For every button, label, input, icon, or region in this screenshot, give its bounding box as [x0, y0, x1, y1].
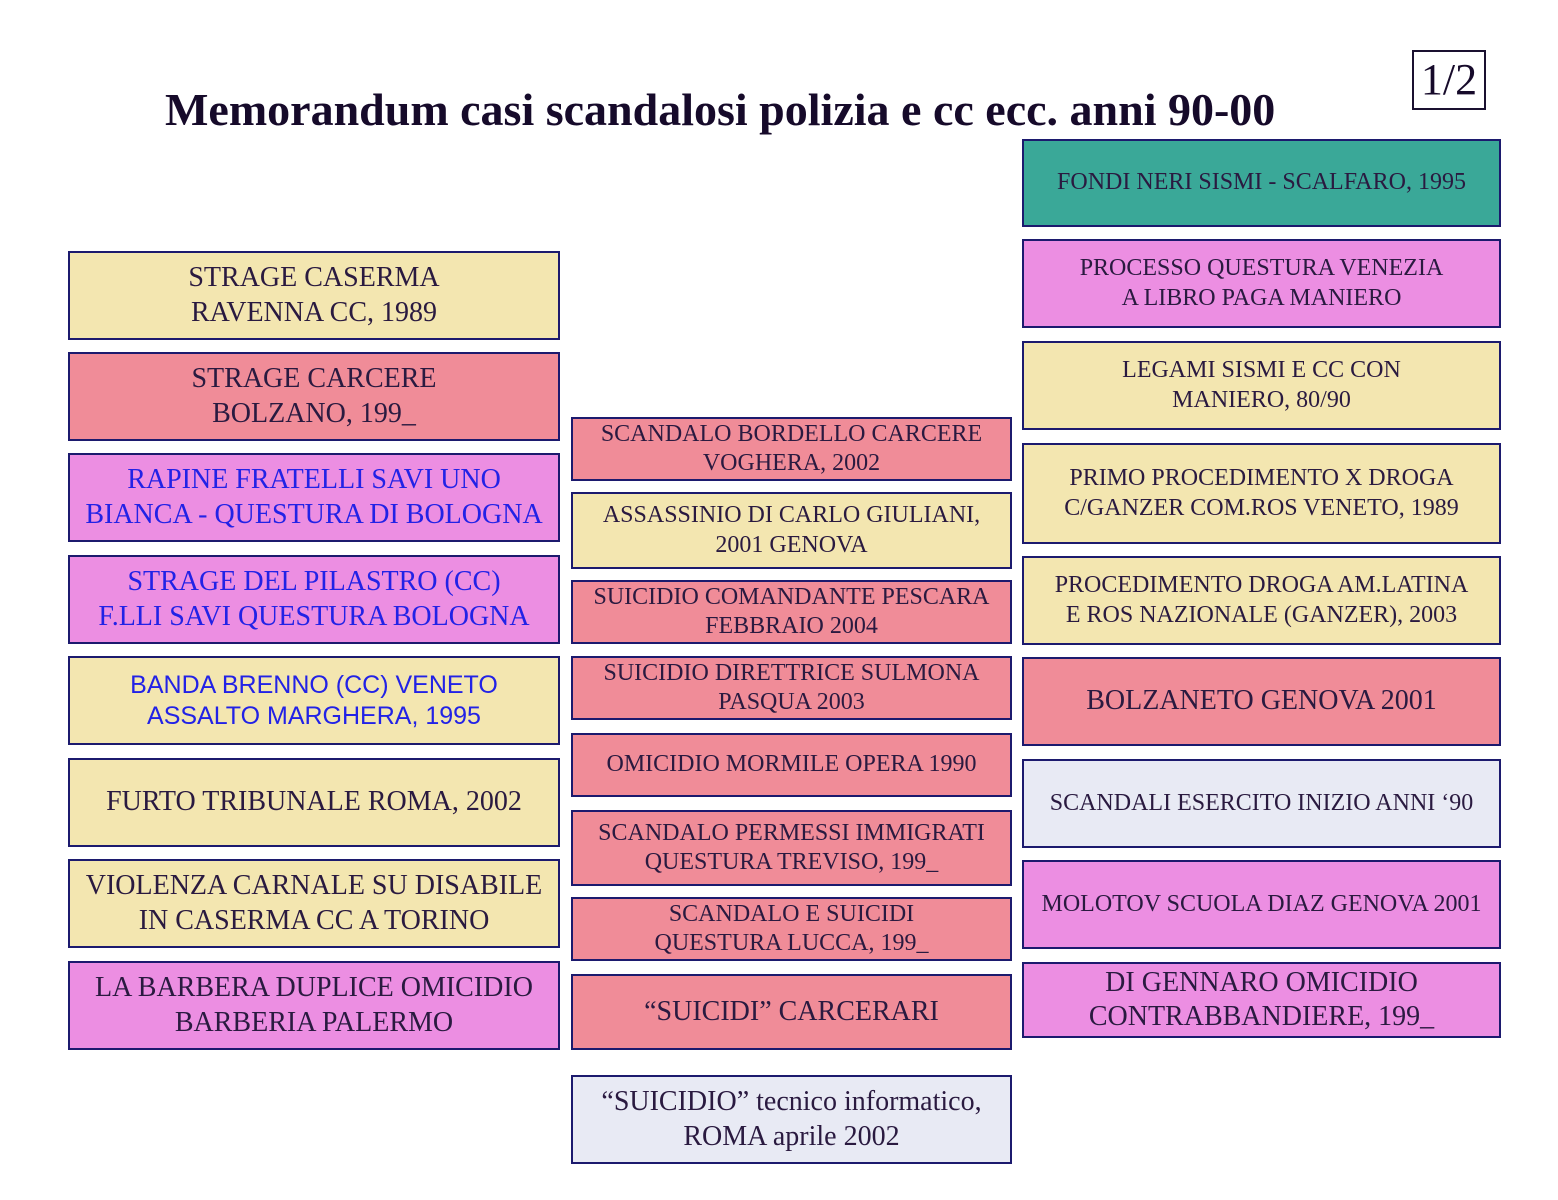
case-box-label: SCANDALO PERMESSI IMMIGRATI QUESTURA TREVISO, 199_ [598, 819, 985, 875]
case-box-label: STRAGE CARCERE BOLZANO, 199_ [191, 363, 437, 429]
case-box-label: FURTO TRIBUNALE ROMA, 2002 [106, 786, 522, 818]
case-box-label: SCANDALI ESERCITO INIZIO ANNI ‘90 [1049, 789, 1474, 816]
case-box-label: FONDI NERI SISMI - SCALFARO, 1995 [1057, 169, 1466, 196]
case-box-label: OMICIDIO MORMILE OPERA 1990 [606, 751, 977, 778]
case-box-procedimento-droga-ros [1022, 556, 1501, 645]
case-box-questura-venezia [1022, 239, 1501, 328]
case-box-label: BOLZANETO GENOVA 2001 [1086, 685, 1437, 717]
case-box-furto-tribunale-roma [68, 758, 560, 847]
case-box-label: VIOLENZA CARNALE SU DISABILE IN CASERMA CC A TORINO [85, 870, 543, 936]
case-box-rapine-uno-bianca [68, 453, 560, 542]
case-box-label: “SUICIDI” CARCERARI [644, 995, 939, 1027]
case-box-violenza-carnale-torino [68, 859, 560, 948]
case-box-label: SCANDALO E SUICIDI QUESTURA LUCCA, 199_ [654, 900, 929, 956]
case-box-label: BANDA BRENNO (CC) VENETO ASSALTO MARGHERA, 1995 [130, 671, 498, 730]
case-box-label: PROCEDIMENTO DROGA AM.LATINA E ROS NAZIONALE (GANZER), 2003 [1054, 572, 1469, 628]
case-box-bordello-voghera [571, 417, 1012, 481]
page-number-badge: 1/2 [1412, 50, 1486, 110]
case-box-label: LEGAMI SISMI E CC CON MANIERO, 80/90 [1122, 357, 1401, 413]
case-box-primo-procedimento-ganzer [1022, 443, 1501, 544]
case-box-label: STRAGE CASERMA RAVENNA CC, 1989 [188, 262, 440, 328]
case-box-suicidi-carcerari [571, 974, 1012, 1050]
case-box-scandali-esercito [1022, 759, 1501, 848]
case-box-label: DI GENNARO OMICIDIO CONTRABBANDIERE, 199_ [1088, 966, 1435, 1032]
case-box-bolzaneto-genova [1022, 657, 1501, 746]
page-title: Memorandum casi scandalosi polizia e cc ecc. anni 90-00 [165, 84, 1276, 135]
case-box-molotov-diaz [1022, 860, 1501, 949]
case-box-label: PROCESSO QUESTURA VENEZIA A LIBRO PAGA MANIERO [1079, 255, 1444, 311]
case-box-strage-pilastro [68, 555, 560, 644]
case-box-di-gennaro-omicidio [1022, 962, 1501, 1038]
case-box-omicidio-mormile [571, 733, 1012, 797]
case-box-fondi-neri-sismi [1022, 139, 1501, 227]
case-box-la-barbera-omicidio [68, 961, 560, 1050]
case-box-label: SUICIDIO DIRETTRICE SULMONA PASQUA 2003 [603, 659, 980, 715]
case-box-label: LA BARBERA DUPLICE OMICIDIO BARBERIA PALERMO [95, 972, 533, 1038]
case-box-label: SCANDALO BORDELLO CARCERE VOGHERA, 2002 [600, 420, 983, 476]
case-box-label: PRIMO PROCEDIMENTO X DROGA C/GANZER COM.ROS VENETO, 1989 [1064, 465, 1459, 521]
case-box-label: MOLOTOV SCUOLA DIAZ GENOVA 2001 [1041, 890, 1482, 917]
case-box-banda-brenno [68, 656, 560, 745]
case-box-strage-caserma-ravenna [68, 251, 560, 340]
case-box-label: “SUICIDIO” tecnico informatico, ROMA aprile 2002 [601, 1086, 982, 1152]
case-box-carlo-giuliani [571, 492, 1012, 569]
case-box-strage-carcere-bolzano [68, 352, 560, 441]
case-box-suicidio-tecnico-roma [571, 1075, 1012, 1164]
case-box-suicidio-pescara [571, 580, 1012, 644]
case-box-label: RAPINE FRATELLI SAVI UNO BIANCA - QUESTURA DI BOLOGNA [85, 464, 543, 530]
case-box-label: ASSASSINIO DI CARLO GIULIANI, 2001 GENOVA [602, 502, 981, 558]
case-box-questura-lucca [571, 897, 1012, 961]
case-box-suicidio-sulmona [571, 656, 1012, 720]
case-box-legami-sismi-maniero [1022, 341, 1501, 430]
case-box-label: STRAGE DEL PILASTRO (CC) F.LLI SAVI QUESTURA BOLOGNA [98, 566, 530, 632]
case-box-label: SUICIDIO COMANDANTE PESCARA FEBBRAIO 2004 [593, 583, 990, 639]
case-box-permessi-treviso [571, 810, 1012, 886]
